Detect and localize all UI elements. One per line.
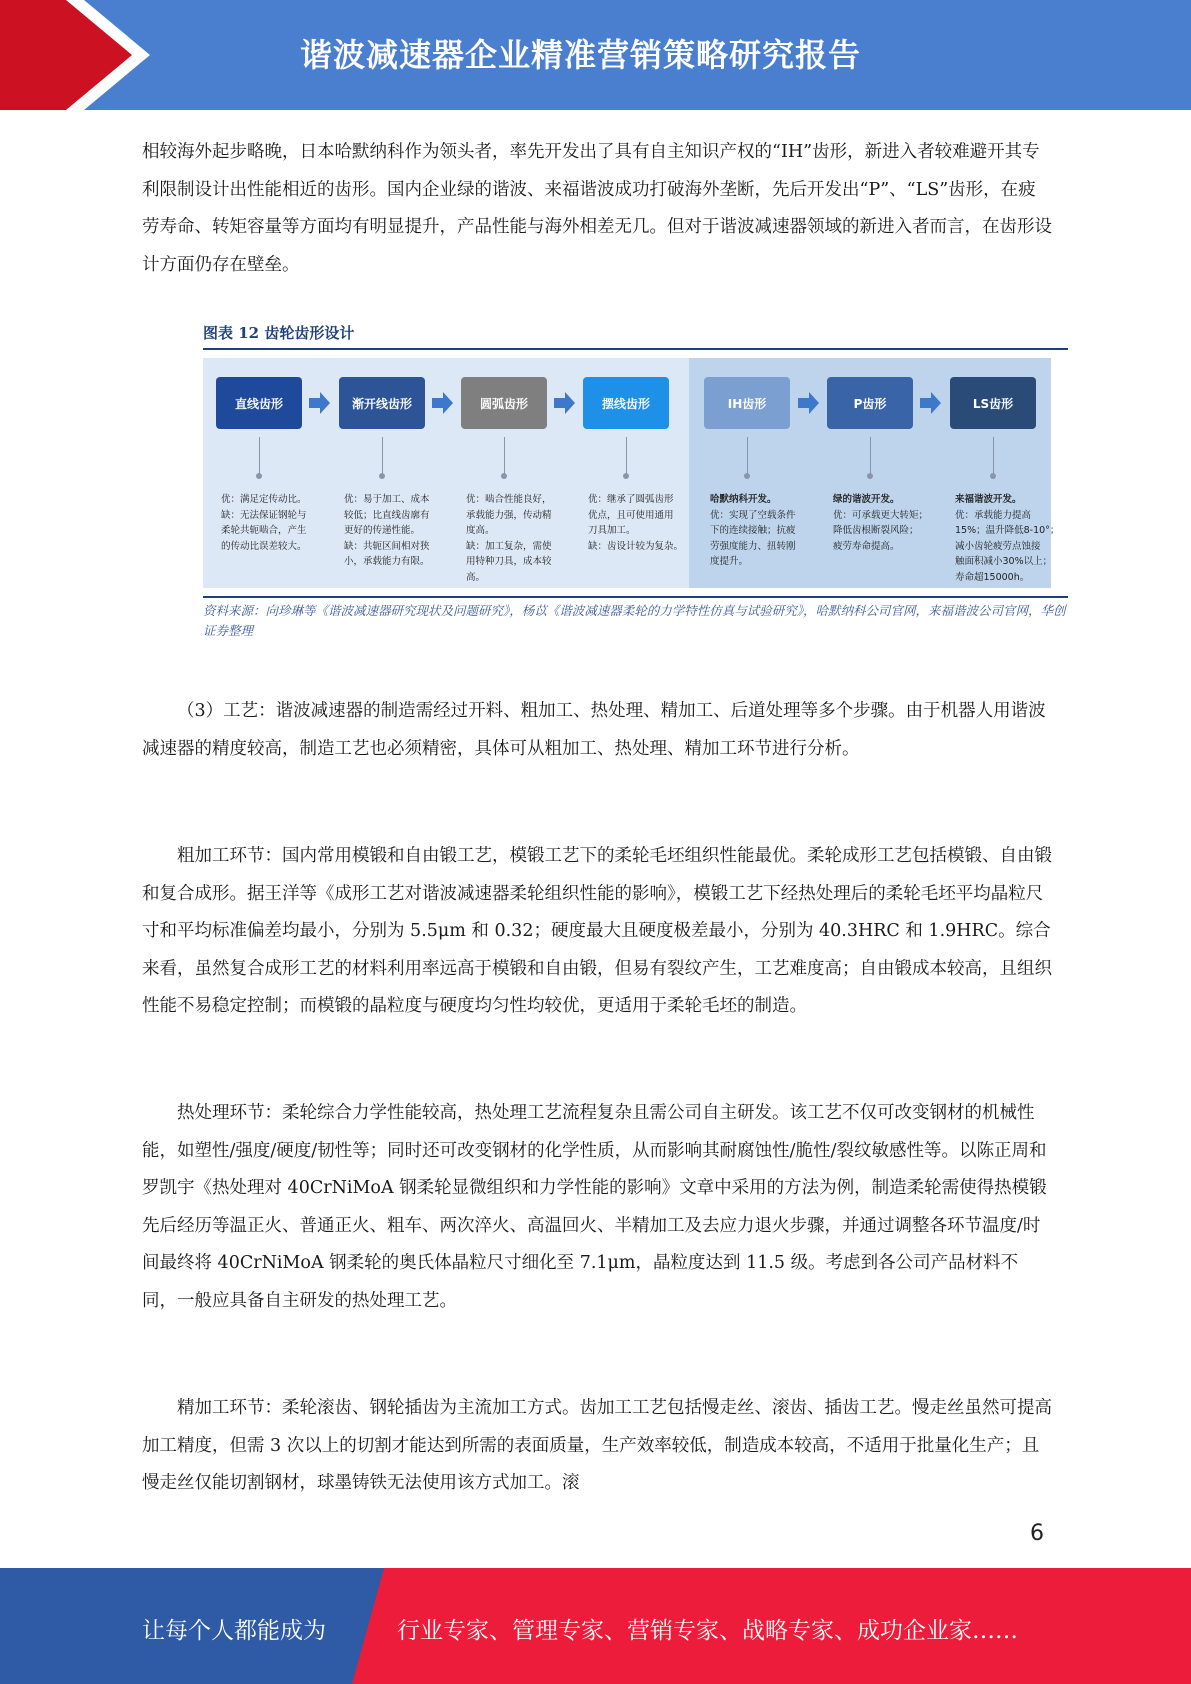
desc-line: 更好的传递性能。 <box>344 525 421 536</box>
desc-line: 寿命超15000h。 <box>955 571 1030 583</box>
paragraph-process: （3）工艺：谐波减速器的制造需经过开料、粗加工、热处理、精加工、后道处理等多个步骤。由于机器人用谐波减速器的精度较高，制造工艺也必须精密，具体可从粗加工、热处理、精加工环节进行分析。 <box>142 701 1046 759</box>
header-red-chevron <box>0 0 132 110</box>
desc-line: 高。 <box>466 571 486 583</box>
gear-desc-straight <box>221 492 337 554</box>
connector-line <box>870 437 871 475</box>
connector-line <box>259 437 260 475</box>
gear-desc-p <box>833 492 949 554</box>
connector-dot <box>744 473 750 479</box>
arrow-right-icon <box>554 391 576 415</box>
desc-line: 触面积减小30%以上； <box>955 556 1053 567</box>
page-footer <box>0 1568 1191 1684</box>
desc-line: 较低；比直线齿廓有 <box>344 509 430 521</box>
gear-box-straight <box>216 377 302 429</box>
gear-desc-ih <box>710 492 826 570</box>
gear-box-label: P齿形 <box>853 396 887 411</box>
gear-box-ih <box>704 377 790 429</box>
figure-source: 资料来源：向珍琳等《谐波减速器研究现状及问题研究》，杨苡《谐波减速器柔轮的力学特性仿真与试验研究》，哈默纳科公司官网，来福谐波公司官网，华创证券整理 <box>203 603 1066 638</box>
desc-line: 疲劳寿命提高。 <box>833 540 900 552</box>
gear-box-involute <box>339 377 425 429</box>
gear-box-cycloid <box>583 377 669 429</box>
figure-title: 图表 12 齿轮齿形设计 <box>203 324 355 342</box>
connector-dot <box>501 473 507 479</box>
desc-line: 缺：加工复杂，需使 <box>466 540 552 552</box>
connector-dot <box>256 473 262 479</box>
desc-developer: 来福谐波开发。 <box>955 494 1022 505</box>
desc-line: 的传动比误差较大。 <box>221 540 307 552</box>
desc-line: 承载能力强，传动精 <box>466 509 552 521</box>
desc-line: 用特种刀具，成本较 <box>466 556 552 567</box>
connector-dot <box>379 473 385 479</box>
desc-line: 度高。 <box>466 525 495 536</box>
desc-line: 下的连续接触；抗疲 <box>710 525 796 536</box>
footer-slogan-right: 行业专家、管理专家、营销专家、战略专家、成功企业家…… <box>397 1618 1018 1644</box>
figure-bottom-rule <box>203 596 1068 598</box>
connector-dot <box>990 473 996 479</box>
paragraph-tooth-profile: 相较海外起步略晚，日本哈默纳科作为领头者，率先开发出了具有自主知识产权的“IH”齿形，新进入者较难避开其专利限制设计出性能相近的齿形。国内企业绿的谐波、来福谐波成功打破海外垄断，先后开发出“P”、“LS”齿形，在疲劳寿命、转矩容量等方面均有明显提升，产品性能与海外相差无几。但对于谐波减速器领域的新进入者而言，在齿形设计方面仍存在壁垒。 <box>142 142 1052 275</box>
desc-line: 优：承载能力提高 <box>955 509 1032 521</box>
connector-dot <box>623 473 629 479</box>
gear-box-label: 直线齿形 <box>234 396 283 411</box>
gear-box-label: 摆线齿形 <box>601 396 650 411</box>
connector-line <box>626 437 627 475</box>
gear-box-label: IH齿形 <box>727 396 767 411</box>
connector-line <box>382 437 383 475</box>
page-number: 6 <box>1030 1521 1044 1546</box>
desc-line: 15%；温升降低8-10°； <box>955 525 1060 536</box>
paragraph-heat-treatment: 热处理环节：柔轮综合力学性能较高，热处理工艺流程复杂且需公司自主研发。该工艺不仅可改变钢材的机械性能，如塑性/强度/硬度/韧性等；同时还可改变钢材的化学性质，从而影响其耐腐蚀性/脆性/裂纹敏感性等。以陈正周和罗凯宇《热处理对 40CrNiMoA 钢柔轮显微组织和力学性能的影响》文章中采用的方法为例，制造柔轮需使得热模锻先后经历等温正火、普通正火、粗车、两次淬火、高温回火、半精加工及去应力退火步骤，并通过调整各环节温度/时间最终将 40CrNiMoA 钢柔轮的奥氏体晶粒尺寸细化至 7.1μm，晶粒度达到 11.5 级。考虑到各公司产品材料不同，一般应具备自主研发的热处理工艺。 <box>142 1103 1047 1311</box>
desc-line: 优：继承了圆弧齿形 <box>588 494 674 505</box>
desc-line: 小，承载能力有限。 <box>344 556 430 567</box>
footer-slogan-left: 让每个人都能成为 <box>142 1618 326 1644</box>
desc-line: 缺：齿设计较为复杂。 <box>588 540 684 552</box>
desc-line: 缺：无法保证钢轮与 <box>221 509 307 521</box>
desc-line: 度提升。 <box>710 556 749 567</box>
arrow-right-icon <box>798 391 820 415</box>
desc-line: 优：实现了空载条件 <box>710 509 796 521</box>
page-header <box>0 0 1191 110</box>
desc-line: 减小齿轮疲劳点蚀接 <box>955 540 1041 552</box>
connector-line <box>993 437 994 475</box>
gear-box-label: 圆弧齿形 <box>479 396 528 411</box>
connector-line <box>504 437 505 475</box>
desc-developer: 绿的谐波开发。 <box>833 494 900 505</box>
gear-box-label: LS齿形 <box>972 396 1014 411</box>
desc-line: 降低齿根断裂风险； <box>833 525 919 536</box>
connector-dot <box>867 473 873 479</box>
arrow-right-icon <box>920 391 942 415</box>
desc-line: 劳强度能力、扭转刚 <box>710 540 796 552</box>
arrow-right-icon <box>432 391 454 415</box>
gear-box-ls <box>950 377 1036 429</box>
gear-desc-ls <box>955 492 1065 585</box>
gear-box-p <box>827 377 913 429</box>
paragraph-rough-machining: 粗加工环节：国内常用模锻和自由锻工艺，模锻工艺下的柔轮毛坯组织性能最优。柔轮成形工艺包括模锻、自由锻和复合成形。据王洋等《成形工艺对谐波减速器柔轮组织性能的影响》，模锻工艺下经热处理后的柔轮毛坯平均晶粒尺寸和平均标准偏差均最小，分别为 5.5μm 和 0.32；硬度最大且硬度极差最小，分别为 40.3HRC 和 1.9HRC。综合来看，虽然复合成形工艺的材料利用率远高于模锻和自由锻，但易有裂纹产生，工艺难度高；自由锻成本较高，且组织性能不易稳定控制；而模锻的晶粒度与硬度均匀性均较优，更适用于柔轮毛坯的制造。 <box>142 846 1052 1016</box>
desc-developer: 哈默纳科开发。 <box>710 494 777 505</box>
gear-desc-arc <box>466 492 582 585</box>
gear-box-arc <box>461 377 547 429</box>
gear-desc-involute <box>344 492 460 570</box>
arrow-right-icon <box>309 391 331 415</box>
report-title: 谐波减速器企业精准营销策略研究报告 <box>300 36 862 74</box>
desc-line: 优：啮合性能良好， <box>466 494 552 505</box>
desc-line: 缺：共轭区间相对狭 <box>344 540 430 552</box>
gear-box-label: 渐开线齿形 <box>351 396 412 411</box>
desc-line: 优：满足定传动比。 <box>221 494 307 505</box>
figure-top-rule <box>203 348 1068 350</box>
desc-line: 优点，且可使用通用 <box>588 509 674 521</box>
desc-line: 刀具加工。 <box>588 525 636 536</box>
connector-line <box>747 437 748 475</box>
desc-line: 柔轮共轭啮合，产生 <box>221 525 307 536</box>
gear-desc-cycloid <box>588 492 704 554</box>
paragraph-finishing: 精加工环节：柔轮滚齿、钢轮插齿为主流加工方式。齿加工工艺包括慢走丝、滚齿、插齿工艺。慢走丝虽然可提高加工精度，但需 3 次以上的切割才能达到所需的表面质量，生产效率较低，制造成本较高，不适用于批量化生产；且慢走丝仅能切割钢材，球墨铸铁无法使用该方式加工。滚 <box>142 1398 1052 1493</box>
desc-line: 优：可承载更大转矩； <box>833 509 929 521</box>
desc-line: 优：易于加工、成本 <box>344 494 430 505</box>
